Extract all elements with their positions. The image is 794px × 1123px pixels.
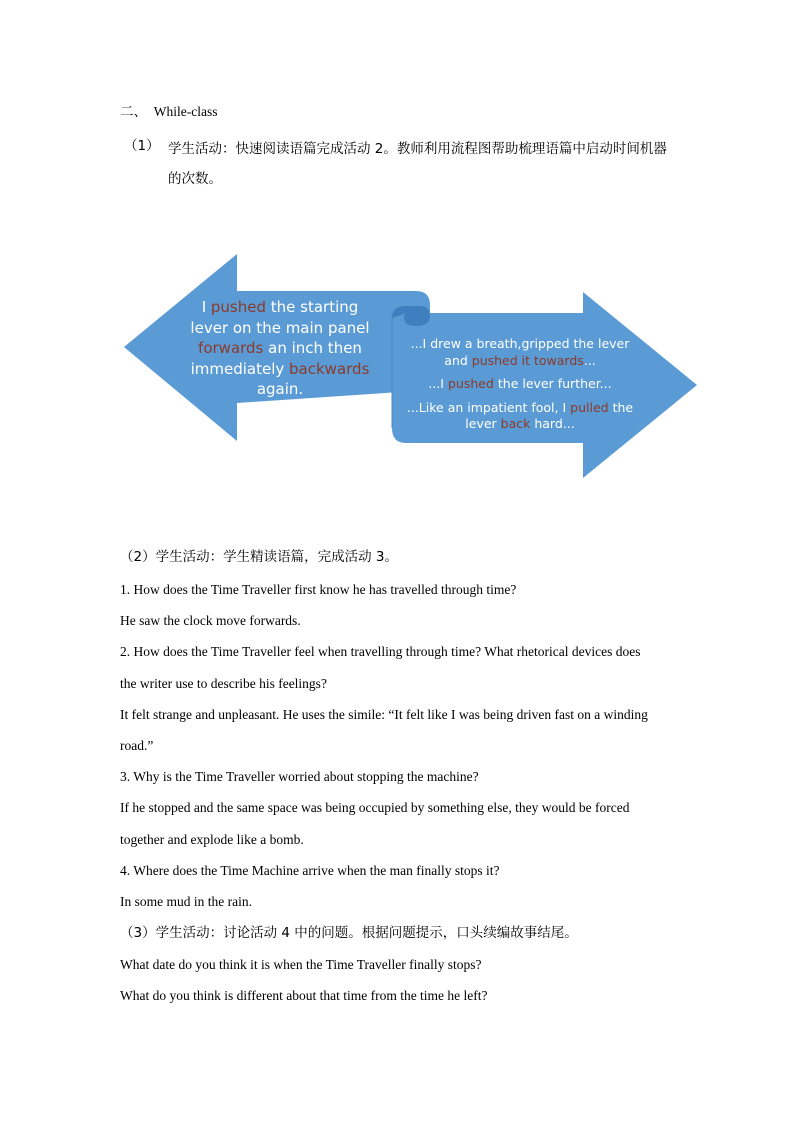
highlighted-verb: pushed <box>447 376 494 391</box>
activity1-number: （1） <box>124 138 160 154</box>
answer-2-line-2: road.” <box>120 738 154 753</box>
left-arrow-text <box>182 297 378 400</box>
arrow-text-segment: I <box>201 298 211 316</box>
highlighted-verb: pushed it towards <box>471 352 584 368</box>
highlighted-verb: pulled <box>570 399 609 415</box>
answer-3-line-1: If he stopped and the same space was being occupied by something else, they would be forced <box>120 800 630 815</box>
highlighted-verb: backwards <box>289 359 370 378</box>
right-arrow-paragraph <box>406 400 634 433</box>
section-number: 二、 <box>120 104 147 120</box>
arrow-text-segment: hard... <box>530 416 575 431</box>
section-heading <box>120 103 217 121</box>
activity1-text: 学生活动：快速阅读语篇完成活动 2。教师利用流程图帮助梳理语篇中启动时间机器的次数。 <box>168 141 667 187</box>
question-2-line-1: 2. How does the Time Traveller feel when travelling through time? What rhetorical devices does <box>120 644 641 659</box>
highlighted-verb: forwards <box>198 339 264 357</box>
arrow-text-segment: the lever further... <box>493 376 612 391</box>
answer-2-line-1: It felt strange and unpleasant. He uses the simile: “It felt like I was being driven fast on a winding <box>120 707 648 722</box>
arrow-text-segment: ...I <box>428 376 448 391</box>
answer-1: He saw the clock move forwards. <box>120 613 301 628</box>
right-arrow-paragraph <box>406 376 634 393</box>
highlighted-verb: back <box>500 416 531 431</box>
activity2-heading: （2）学生活动：学生精读语篇，完成活动 3。 <box>120 549 398 565</box>
question-4: 4. Where does the Time Machine arrive when the man finally stops it? <box>120 863 500 878</box>
question-3: 3. Why is the Time Traveller worried about stopping the machine? <box>120 769 479 784</box>
right-arrow-paragraph <box>406 336 634 369</box>
arrow-text-segment: the lever <box>465 399 634 431</box>
question-1: 1. How does the Time Traveller first know he has travelled through time? <box>120 582 517 597</box>
arrow-text-segment: ...I drew a breath,gripped the lever and <box>410 336 630 368</box>
discussion-question-1: What date do you think it is when the Time Traveller finally stops? <box>120 957 482 972</box>
arrow-text-segment: ...Like an impatient fool, I <box>406 399 571 415</box>
arrow-text-segment: again. <box>256 380 304 398</box>
arrow-text-segment: the starting lever on the main panel <box>190 298 370 337</box>
answer-4: In some mud in the rain. <box>120 894 252 909</box>
answer-3-line-2: together and explode like a bomb. <box>120 832 304 847</box>
section-title: While-class <box>153 104 218 119</box>
activity3-heading: （3）学生活动：讨论活动 4 中的问题。根据问题提示，口头续编故事结尾。 <box>120 925 578 941</box>
right-arrow-text <box>406 336 634 440</box>
question-2-line-2: the writer use to describe his feelings? <box>120 676 327 691</box>
highlighted-verb: pushed <box>210 298 266 316</box>
arrow-text-segment: an inch then immediately <box>190 339 362 378</box>
arrow-text-segment: ... <box>583 352 596 368</box>
discussion-question-2: What do you think is different about that time from the time he left? <box>120 988 488 1003</box>
